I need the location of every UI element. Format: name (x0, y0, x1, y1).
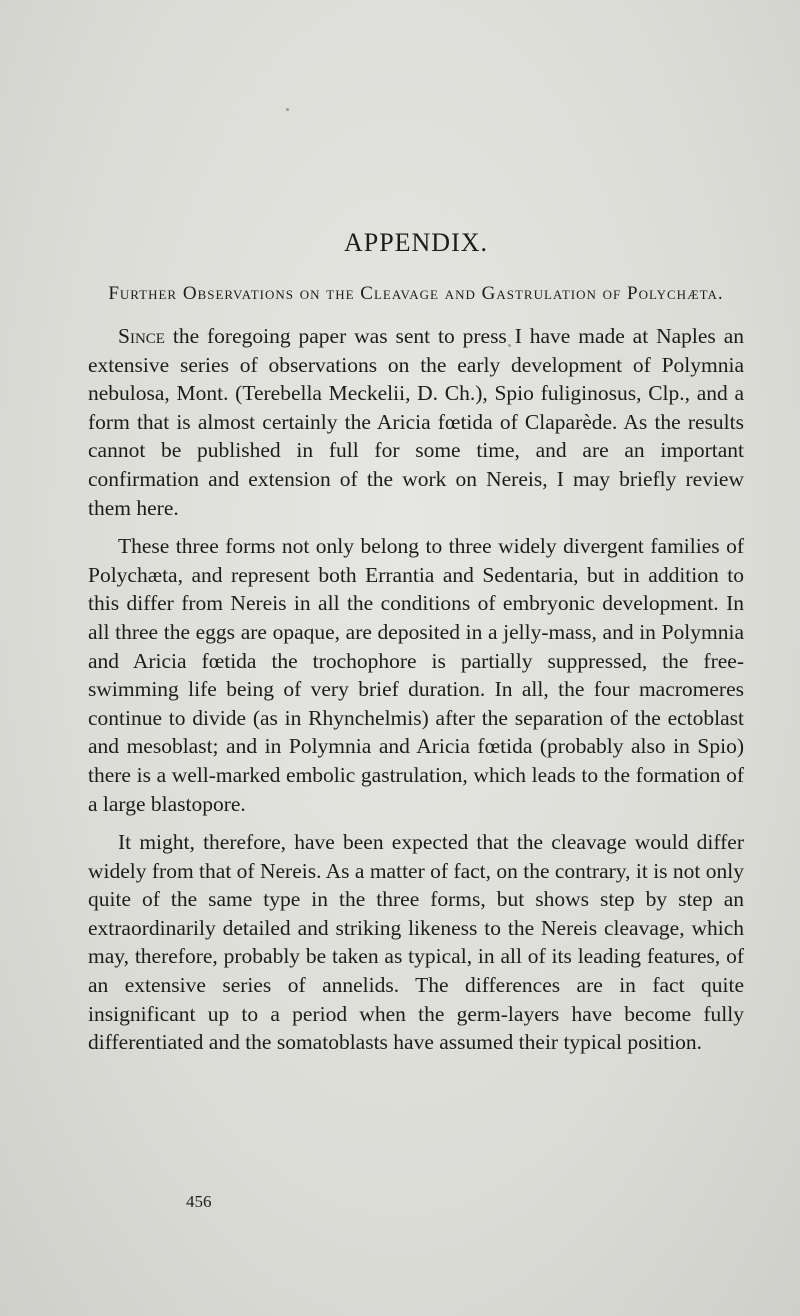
paragraph-1-text: the foregoing paper was sent to press I have made at Naples an extensive series of observations on the early development of Polymnia nebulosa, Mont. (Terebella Meckelii, D. Ch.), Spio fuliginosus, Clp., and a form that is almost certainly the Aricia fœtida of Claparède. As the results cannot be published in full for some time, and are an important confirmation and extension of the work on Nereis, I may briefly review them here. (88, 324, 744, 520)
paragraph-2: These three forms not only belong to three widely divergent families of Polychæta, and represent both Errantia and Sedentaria, but in addition to this differ from Nereis in all the conditions of embryonic development. In all three the eggs are opaque, are deposited in a jelly-mass, and in Polymnia and Aricia fœtida the trochophore is partially suppressed, the free-swimming life being of very brief duration. In all, the four macromeres continue to divide (as in Rhynchelmis) after the separation of the ectoblast and mesoblast; and in Polymnia and Aricia fœtida (probably also in Spio) there is a well-marked embolic gastrulation, which leads to the formation of a large blastopore. (88, 534, 744, 816)
section-subheading: Further Observations on the Cleavage and Gastrulation of Polychæta. (108, 283, 724, 304)
page-content (88, 228, 744, 1057)
paper-speck (286, 108, 289, 111)
paragraph-1-lead-word: Since (118, 324, 165, 348)
paragraph-1 (88, 322, 744, 522)
page-number: 456 (186, 1192, 212, 1211)
paragraph-3: It might, therefore, have been expected that the cleavage would differ widely from that of Nereis. As a matter of fact, on the contrary, it is not only quite of the same type in the three forms, but shows step by step an extraordinarily detailed and striking likeness to the Nereis cleavage, which may, therefore, probably be taken as typical, in all of its leading features, of an extensive series of annelids. The differences are in fact quite insignificant up to a period when the germ-layers have become fully differentiated and the somatoblasts have assumed their typical position. (88, 830, 744, 1055)
appendix-heading: APPENDIX. (343, 228, 489, 257)
